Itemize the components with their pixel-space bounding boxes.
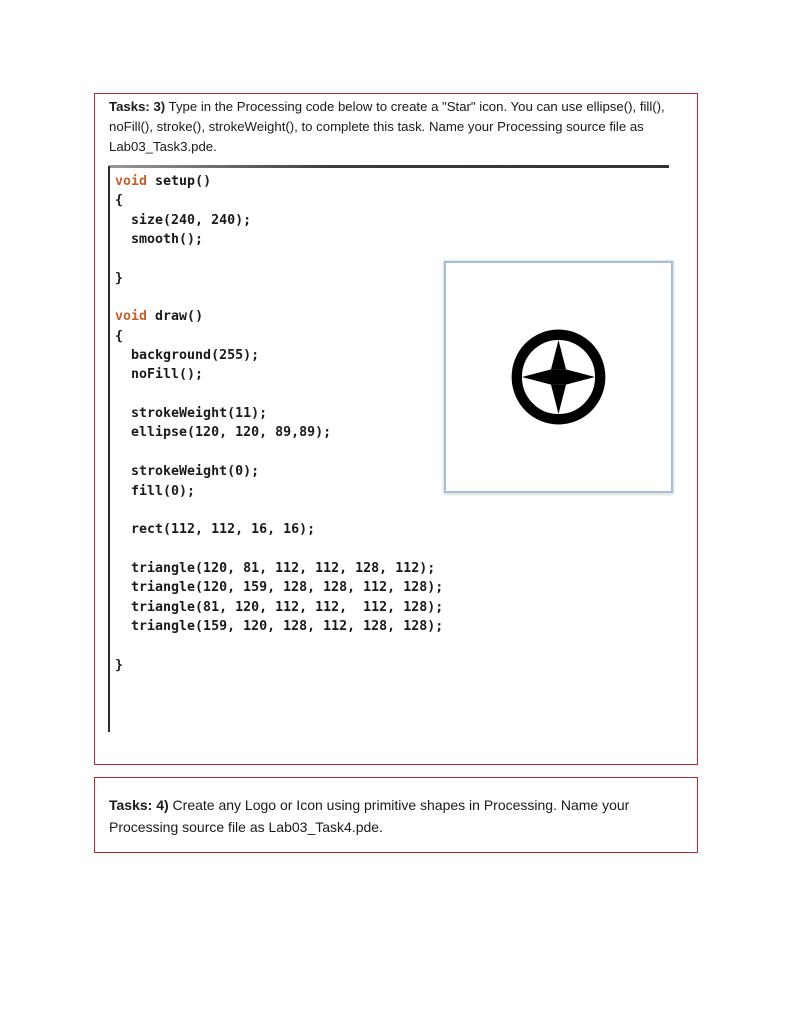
task-3-box	[94, 93, 698, 765]
code-line	[115, 482, 443, 501]
code-line	[115, 307, 443, 326]
code-text: triangle(81, 120, 112, 112, 112, 128);	[115, 599, 444, 615]
code-line	[115, 191, 443, 210]
icon-center-square	[551, 369, 566, 384]
code-text: strokeWeight(11);	[115, 406, 268, 422]
code-line	[115, 385, 443, 404]
code-line	[115, 559, 443, 578]
code-line	[115, 230, 443, 249]
code-editor-top-border	[109, 165, 669, 168]
code-text: fill(0);	[115, 483, 196, 499]
code-line	[115, 501, 443, 520]
icon-star-point-top	[551, 340, 566, 369]
code-text: setup()	[147, 174, 212, 189]
code-text: triangle(120, 159, 128, 128, 112, 128);	[115, 580, 444, 596]
code-line	[115, 327, 443, 346]
icon-star-point-left	[522, 369, 551, 384]
code-keyword: void	[115, 174, 148, 189]
code-line	[115, 443, 443, 462]
code-text: size(240, 240);	[115, 212, 252, 228]
code-line	[115, 598, 443, 617]
icon-star-point-right	[566, 369, 595, 384]
code-text: {	[115, 193, 124, 209]
task-3-text: Type in the Processing code below to create a "Star" icon. You can use ellipse(), fill(), noFill(), stroke(), strokeWeight(), to complete this task. Name your Processing source file as Lab03_Task3.pde.	[109, 99, 665, 154]
code-text: noFill();	[115, 367, 204, 383]
code-keyword: void	[115, 309, 148, 325]
code-text: draw()	[147, 309, 204, 325]
compass-star-icon	[446, 263, 671, 491]
task-4-instructions	[109, 794, 689, 838]
code-text: rect(112, 112, 16, 16);	[115, 522, 316, 538]
task-4-text: Create any Logo or Icon using primitive shapes in Processing. Name your Processing source file as Lab03_Task4.pde.	[109, 797, 630, 835]
task-4-label: Tasks: 4)	[109, 797, 169, 813]
code-text: {	[115, 328, 124, 344]
code-line	[115, 520, 443, 539]
code-text: background(255);	[115, 348, 260, 364]
code-line	[115, 540, 443, 559]
code-line	[115, 365, 443, 384]
code-line	[115, 249, 443, 268]
code-line	[115, 462, 443, 481]
code-line	[115, 211, 443, 230]
code-text: ellipse(120, 120, 89,89);	[115, 425, 332, 441]
code-line	[115, 404, 443, 423]
code-line	[115, 656, 443, 675]
code-line	[115, 423, 443, 442]
task-3-instructions	[109, 97, 684, 157]
icon-star-point-bottom	[551, 385, 566, 414]
code-text: triangle(159, 120, 128, 112, 128, 128);	[115, 618, 444, 634]
code-text: }	[115, 270, 124, 286]
code-text: strokeWeight(0);	[115, 464, 260, 480]
task-4-box	[94, 777, 698, 853]
code-line	[115, 636, 443, 655]
code-line	[115, 288, 443, 307]
code-line	[115, 617, 443, 636]
code-line	[115, 172, 443, 191]
task-3-label: Tasks: 3)	[109, 99, 166, 114]
code-text: }	[115, 657, 124, 673]
code-line	[115, 269, 443, 288]
code-text: triangle(120, 81, 112, 112, 128, 112);	[115, 560, 436, 576]
code-text: smooth();	[115, 232, 204, 248]
processing-code-block	[115, 172, 443, 675]
code-editor-left-border	[108, 166, 110, 732]
sketch-output-preview	[444, 261, 673, 493]
code-line	[115, 578, 443, 597]
code-line	[115, 346, 443, 365]
